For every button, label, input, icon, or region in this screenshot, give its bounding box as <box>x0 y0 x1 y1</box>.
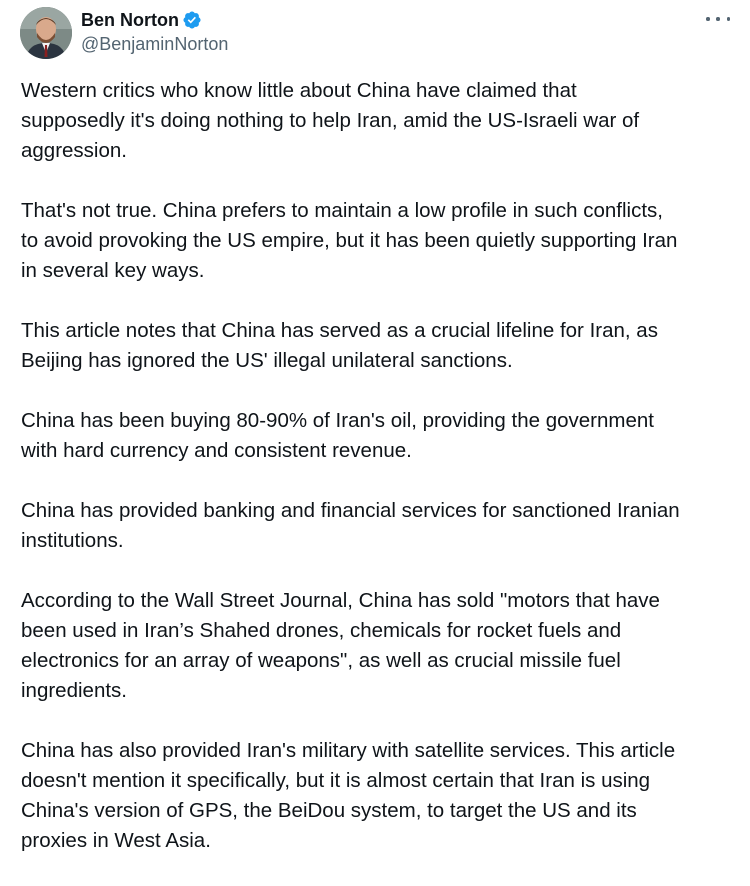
tweet-paragraph: That's not true. China prefers to maintain a low profile in such conflicts, to avoid provoking the US empire, but it has been quietly supporting Iran in several key ways. <box>21 199 678 282</box>
tweet-header <box>20 7 730 63</box>
tweet-paragraph: China has been buying 80-90% of Iran's oil, providing the government with hard currency and consistent revenue. <box>21 409 654 462</box>
more-dot <box>716 17 720 21</box>
tweet-paragraph: Western critics who know little about China have claimed that supposedly it's doing nothing to help Iran, amid the US-Israeli war of aggression. <box>21 79 640 162</box>
avatar[interactable] <box>20 7 72 59</box>
tweet-paragraph: According to the Wall Street Journal, China has sold "motors that have been used in Iran’s Shahed drones, chemicals for rocket fuels and electronics for an array of weapons", as well as crucial missile fuel ingredients. <box>21 589 660 702</box>
author-handle[interactable]: @BenjaminNorton <box>81 34 229 54</box>
display-name[interactable]: Ben Norton <box>81 10 179 30</box>
tweet-paragraph: This article notes that China has served as a crucial lifeline for Iran, as Beijing has ignored the US' illegal unilateral sanctions. <box>21 319 658 372</box>
display-name-row <box>81 9 228 31</box>
verified-badge-icon[interactable] <box>182 10 202 30</box>
tweet-paragraph: China has provided banking and financial services for sanctioned Iranian institutions. <box>21 499 680 552</box>
tweet-text <box>21 76 736 886</box>
author-names <box>81 9 228 55</box>
tweet-paragraph: China has also provided Iran's military with satellite services. This article doesn't mention it specifically, but it is almost certain that Iran is using China's version of GPS, the BeiDou system, to target the US and its proxies in West Asia. <box>21 739 676 852</box>
user-avatar-image <box>20 7 72 59</box>
more-dot <box>727 17 731 21</box>
more-horizontal-icon[interactable] <box>706 11 730 27</box>
more-dot <box>706 17 710 21</box>
